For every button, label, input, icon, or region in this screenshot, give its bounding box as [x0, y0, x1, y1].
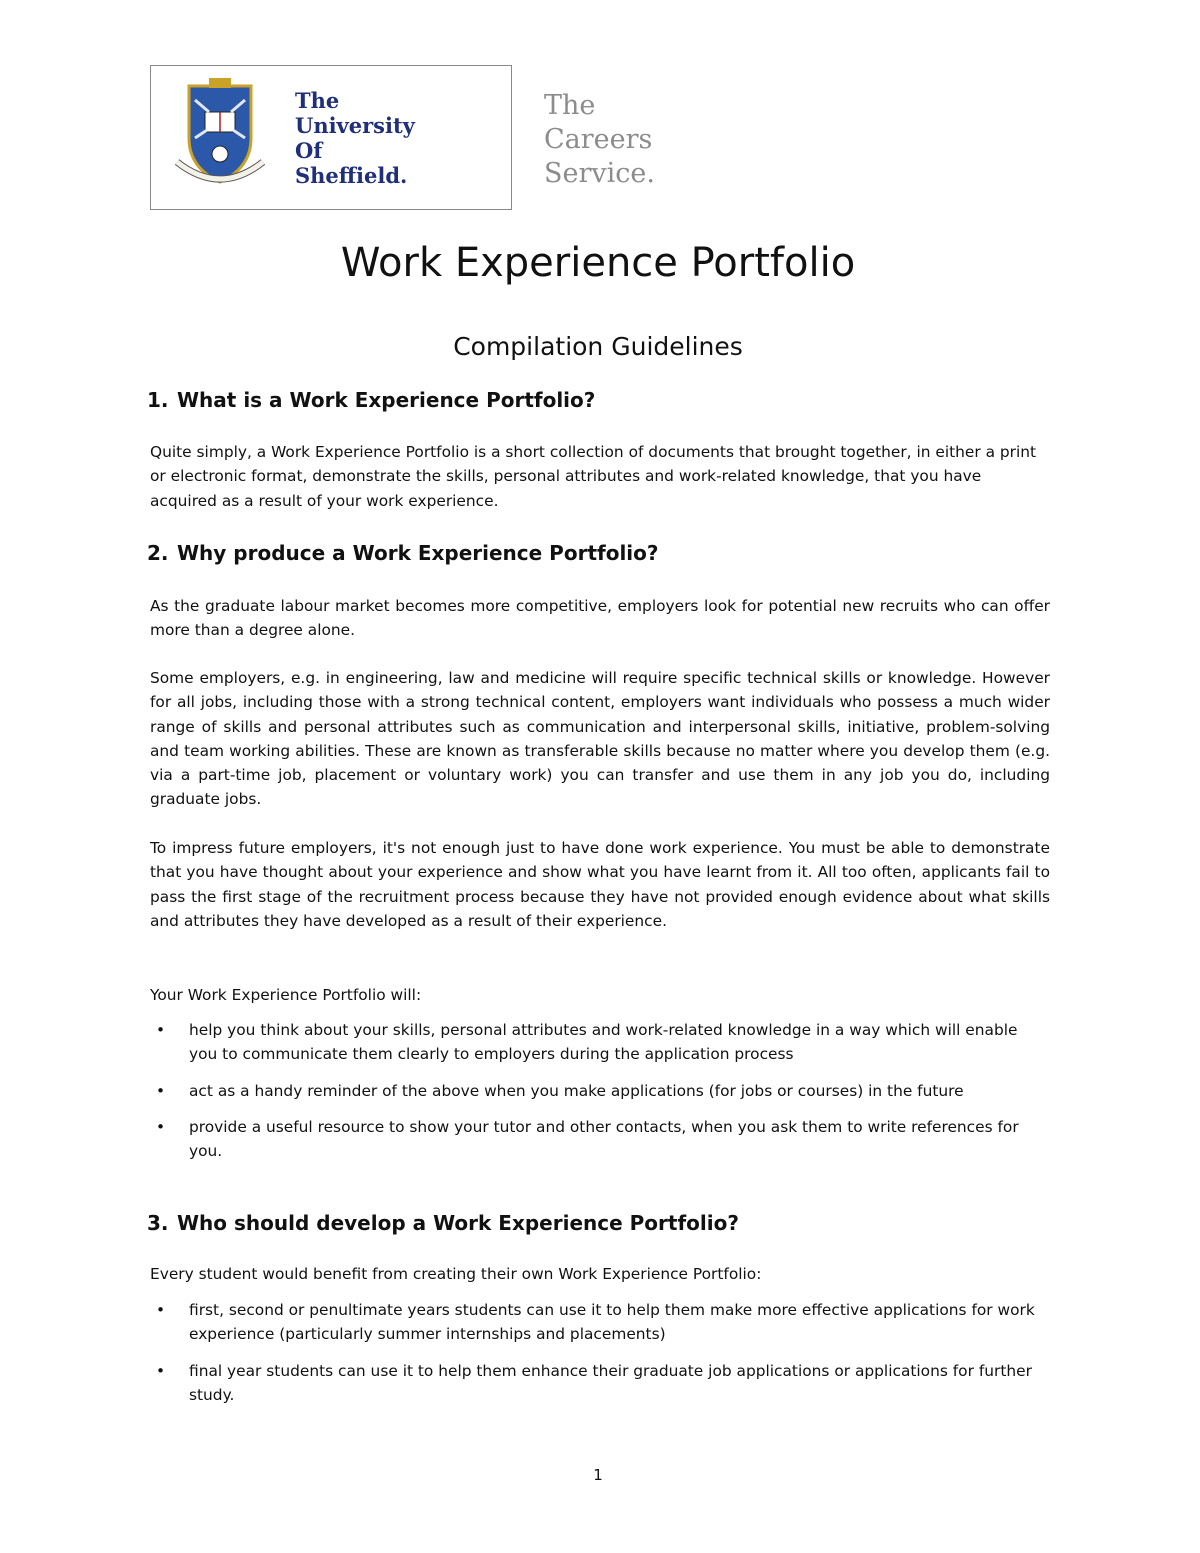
page-subtitle: Compilation Guidelines [453, 332, 743, 361]
university-name-line: Sheffield. [295, 163, 408, 188]
university-logo-box [150, 65, 512, 210]
section-3-paragraph: Every student would benefit from creating their own Work Experience Portfolio: [150, 1265, 762, 1283]
section-3-bullet-list [150, 1298, 1050, 1419]
section-2-bullet-list [150, 1018, 1050, 1175]
section-heading-text: Why produce a Work Experience Portfolio? [177, 541, 659, 565]
careers-service-logo [544, 89, 655, 191]
university-name-line: University [295, 113, 415, 138]
section-number: 3. [147, 1211, 169, 1235]
section-2-paragraph-1: As the graduate labour market becomes more competitive, employers look for potential new recruits who can offer more than a degree alone. [150, 597, 1050, 640]
list-item: • final year students can use it to help them enhance their graduate job applications or applications for further study. [150, 1359, 1050, 1408]
section-heading-text: Who should develop a Work Experience Portfolio? [177, 1211, 739, 1235]
list-item: • help you think about your skills, personal attributes and work-related knowledge in a way which will enable you to communicate them clearly to employers during the application process [150, 1018, 1050, 1067]
section-number: 2. [147, 541, 169, 565]
list-item: • first, second or penultimate years students can use it to help them make more effective applications for work experience (particularly summer internships and placements) [150, 1298, 1050, 1347]
list-item: • act as a handy reminder of the above when you make applications (for jobs or courses) in the future [150, 1079, 1050, 1103]
university-name-line: Of [295, 138, 323, 163]
section-2-paragraph-2: Some employers, e.g. in engineering, law and medicine will require specific technical skills or knowledge. However for all jobs, including those with a strong technical content, employers want individuals who possess a much wider range of skills and personal attributes such as communication and interpersonal skills, initiative, problem-solving and team working abilities. These are known as transferable skills because no matter where you develop them (e.g. via a part-time job, placement or voluntary work) you can transfer and use them in any job you do, including graduate jobs. [150, 669, 1050, 809]
section-2-heading [147, 541, 659, 565]
careers-line: The [544, 90, 596, 121]
section-3-heading [147, 1211, 739, 1235]
careers-line: Service. [544, 158, 655, 189]
page-title: Work Experience Portfolio [340, 240, 856, 286]
university-crest-icon [175, 78, 265, 190]
university-name-line: The [295, 88, 340, 113]
university-name [295, 88, 415, 188]
section-heading-text: What is a Work Experience Portfolio? [177, 388, 596, 412]
section-2-paragraph-3: To impress future employers, it's not enough just to have done work experience. You must be able to demonstrate that you have thought about your experience and show what you have learnt from it. All too often, applicants fail to pass the first stage of the recruitment process because they have not provided enough evidence about what skills and attributes they have developed as a result of their experience. [150, 839, 1050, 930]
page-number: 1 [593, 1466, 603, 1484]
list-item: • provide a useful resource to show your tutor and other contacts, when you ask them to write references for you. [150, 1115, 1050, 1164]
section-1-paragraph: Quite simply, a Work Experience Portfolio is a short collection of documents that brought together, in either a print or electronic format, demonstrate the skills, personal attributes and work-related knowledge, that you have acquired as a result of your work experience. [150, 443, 1037, 510]
careers-line: Careers [544, 124, 653, 155]
section-1-heading [147, 388, 595, 412]
section-number: 1. [147, 388, 169, 412]
section-2-paragraph-4: Your Work Experience Portfolio will: [150, 986, 422, 1004]
